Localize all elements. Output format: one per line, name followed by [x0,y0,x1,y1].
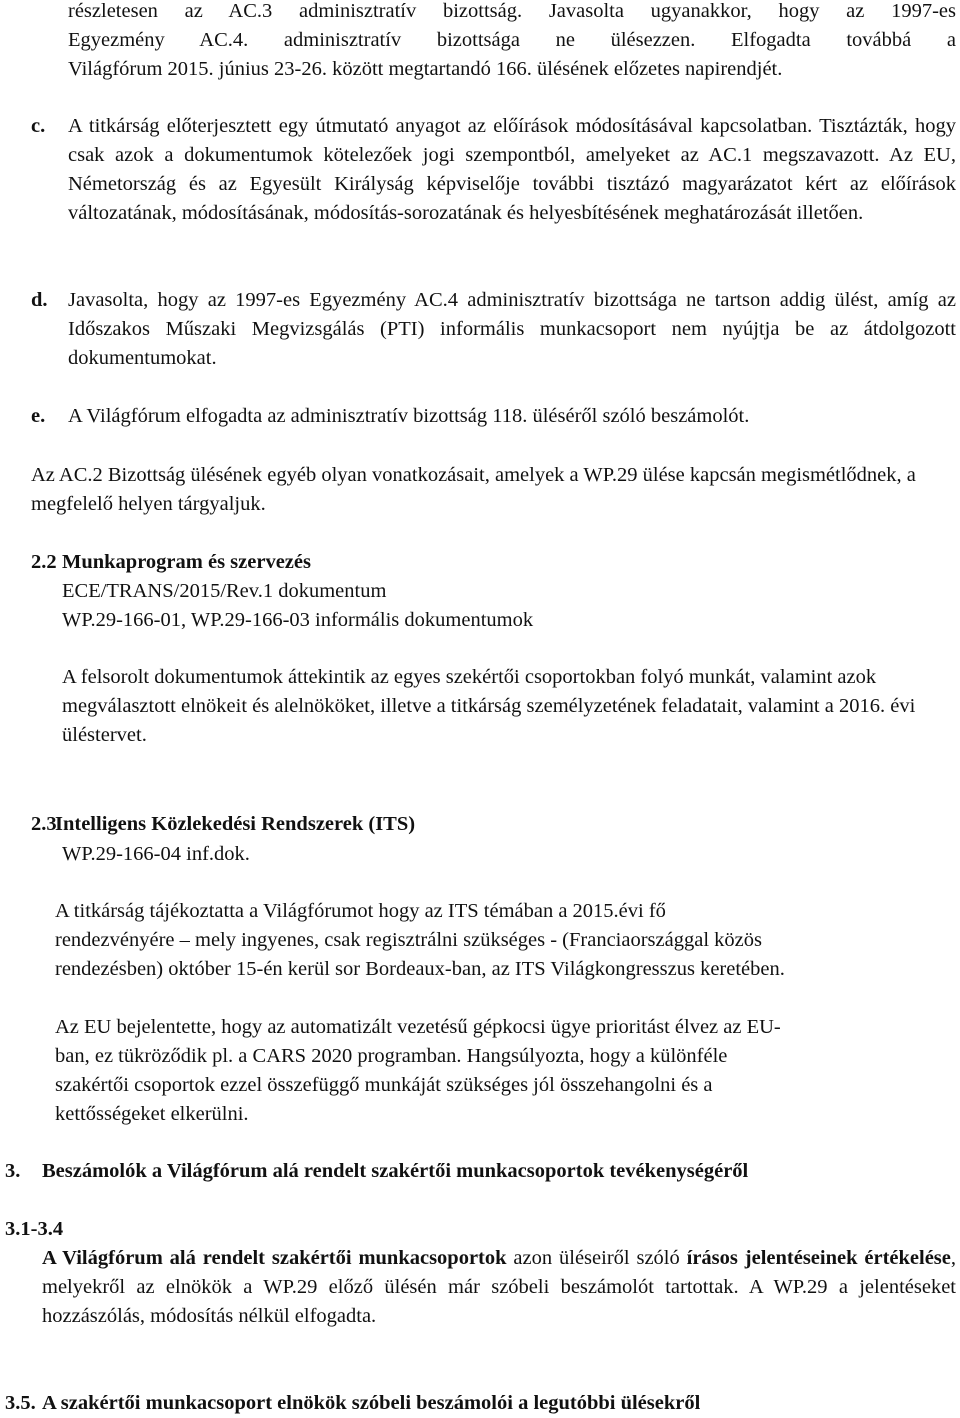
item-e-text: A Világfórum elfogadta az adminisztratív bizottság 118. üléséről szóló beszámolót. [68,405,750,427]
item-e [31,402,956,431]
section-2-2-number: 2.2 [31,551,57,573]
intro-line-3: Világfórum 2015. június 23-26. között megtartandó 166. ülésének előzetes napirendjét. [68,58,783,80]
item-d [31,286,956,373]
intro-paragraph [68,0,956,84]
section-2-2-title: Munkaprogram és szervezés [62,551,311,573]
section-3-number: 3. [5,1160,21,1182]
section-2-3-paragraph-2 [55,1013,781,1129]
item-e-label: e. [31,405,46,427]
eu-line-3: szakértői csoportok ezzel összefüggő munkáját szükséges jól összehangolni és a [55,1074,713,1096]
section-3-5-title: A szakértői munkacsoport elnökök szóbeli beszámolói a legutóbbi ülésekről [42,1392,701,1414]
section-2-3-paragraph-1 [55,897,785,984]
its-line-3: rendezésben) október 15-én kerül sor Bordeaux-ban, az ITS Világkongresszus keretében. [55,958,785,980]
eu-line-4: kettősségeket elkerülni. [55,1103,249,1125]
section-2-3-number: 2.3 [31,813,57,835]
eu-line-2: ban, ez tükröződik pl. a CARS 2020 programban. Hangsúlyozta, hogy a különféle [55,1045,728,1067]
section-3-5-number: 3.5. [5,1392,36,1414]
section-3-title: Beszámolók a Világfórum alá rendelt szakértői munkacsoportok tevékenységéről [42,1160,749,1182]
section-3-1-bold-2: írásos jelentéseinek értékelése [686,1247,951,1269]
section-3-1-paragraph [42,1244,956,1331]
section-2-2-doc-2: WP.29-166-01, WP.29-166-03 informális dokumentumok [62,609,534,631]
its-line-2: rendezvényére – mely ingyenes, csak regisztrálni szükséges - (Franciaországgal közös [55,929,762,951]
eu-line-1: Az EU bejelentette, hogy az automatizált vezetésű gépkocsi ügye prioritást élvez az EU- [55,1016,781,1038]
item-d-text: Javasolta, hogy az 1997-es Egyezmény AC.4 adminisztratív bizottsága ne tartson addig ülést, amíg az Időszakos Műszaki Megvizsgálás (PTI) informális munkacsoport nem nyújtja be az átdolgozott dokumentumokat. [68,289,956,369]
item-d-label: d. [31,289,48,311]
section-2-3-doc: WP.29-166-04 inf.dok. [62,843,250,865]
item-c [31,112,956,228]
item-c-label: c. [31,115,46,137]
section-3-1-bold-1: A Világfórum alá rendelt szakértői munkacsoportok [42,1247,507,1269]
section-2-2-paragraph: A felsorolt dokumentumok áttekintik az egyes szekértői csoportokban folyó munkát, valamint azok megválasztott elnökeit és alelnököket, illetve a titkárság személyzetének feladatait, valamint a 2016. évi üléstervet. [62,666,916,746]
intro-line-2: Egyezmény AC.4. adminisztratív bizottsága ne ülésezzen. Elfogadta továbbá a [68,29,956,51]
section-2-2-doc-1: ECE/TRANS/2015/Rev.1 dokumentum [62,580,387,602]
its-line-1: A titkárság tájékoztatta a Világfórumot hogy az ITS témában a 2015.évi fő [55,900,666,922]
section-3-1-text-1: azon üléseiről szóló [506,1247,687,1269]
section-3-1-text-2: , melyekről az elnökök a WP.29 előző ülésén már szóbeli beszámolót tartottak. A WP.29 a jelentéseket hozzászólás, módosítás nélkül elfogadta. [42,1247,956,1327]
section-2-3-title: Intelligens Közlekedési Rendszerek (ITS) [55,813,416,835]
intro-line-1: részletesen az AC.3 adminisztratív bizottság. Javasolta ugyanakkor, hogy az 1997-es [68,0,956,22]
section-3-1-number: 3.1-3.4 [5,1218,64,1240]
ac2-paragraph: Az AC.2 Bizottság ülésének egyéb olyan vonatkozásait, amelyek a WP.29 ülése kapcsán megismétlődnek, a megfelelő helyen tárgyaljuk. [31,464,916,515]
item-c-text: A titkárság előterjesztett egy útmutató anyagot az előírások módosításával kapcsolatban. Tisztázták, hogy csak azok a dokumentumok kötelezőek jogi szempontból, amelyeket az AC.1 megszavazott. Az EU, Németország és az Egyesült Királyság képviselője további tisztázó magyarázatot kért az előírások változatának, módosításának, módosítás-sorozatának és helyesbítésének meghatározását illetően. [68,115,956,224]
